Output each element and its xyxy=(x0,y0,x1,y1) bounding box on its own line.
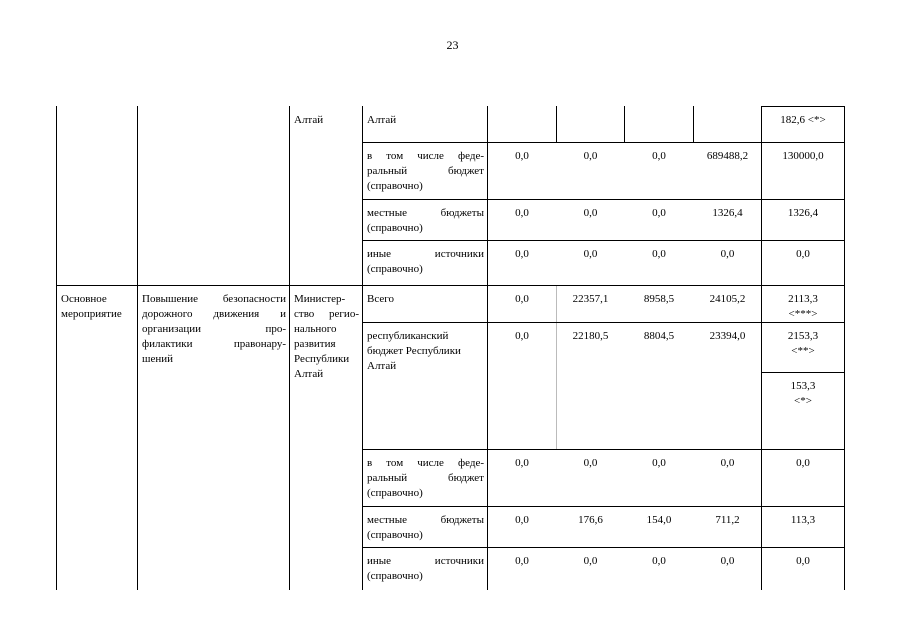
activity-type-cell: Основное мероприятие xyxy=(61,293,122,320)
value-cell: 0,0 xyxy=(652,248,666,260)
source-label-altay: Алтай xyxy=(367,114,397,126)
value-cell: 0,0 xyxy=(652,555,666,567)
executor-cell: Министер- ство регио- нального развития Республики Алтай xyxy=(294,293,359,380)
value-cell: 0,0 xyxy=(515,330,529,342)
value-cell: 0,0 xyxy=(796,457,810,469)
value-cell: 153,3 <*> xyxy=(790,380,816,407)
value-cell: 2113,3 <***> xyxy=(788,293,818,320)
value-cell: 0,0 xyxy=(583,207,598,219)
value-cell: 182,6 <*> xyxy=(780,114,826,126)
value-cell: 0,0 xyxy=(720,555,735,567)
value-cell: 8958,5 xyxy=(643,293,675,305)
value-cell: 22180,5 xyxy=(572,330,609,342)
value-cell: 0,0 xyxy=(583,248,598,260)
value-cell: 0,0 xyxy=(652,457,666,469)
executor-cell-altay: Алтай xyxy=(294,114,324,126)
value-cell: 24105,2 xyxy=(709,293,746,305)
value-cell: 0,0 xyxy=(515,293,529,305)
value-cell: 0,0 xyxy=(652,150,666,162)
page-number: 23 xyxy=(446,38,459,52)
value-cell: 0,0 xyxy=(515,555,529,567)
value-cell: 0,0 xyxy=(720,457,735,469)
value-cell: 0,0 xyxy=(796,248,810,260)
source-label-other: иные источники (справочно) xyxy=(367,248,484,275)
value-cell: 0,0 xyxy=(515,248,529,260)
value-cell: 0,0 xyxy=(796,555,810,567)
value-cell: 0,0 xyxy=(515,207,529,219)
source-label-local: местные бюджеты (справочно) xyxy=(367,207,484,234)
value-cell: 0,0 xyxy=(515,514,529,526)
value-cell: 0,0 xyxy=(583,555,598,567)
value-cell: 0,0 xyxy=(583,457,598,469)
value-cell: 0,0 xyxy=(583,150,598,162)
value-cell: 1326,4 xyxy=(712,207,743,219)
value-cell: 2153,3 <**> xyxy=(787,330,819,357)
value-cell: 23394,0 xyxy=(709,330,746,342)
value-cell: 0,0 xyxy=(720,248,735,260)
source-label-federal: в том числе феде- ральный бюджет (справочно) xyxy=(367,457,484,499)
value-cell: 130000,0 xyxy=(782,150,824,162)
source-label-federal: в том числе феде- ральный бюджет (справочно) xyxy=(367,150,484,192)
source-label-total: Всего xyxy=(367,293,394,305)
value-cell: 0,0 xyxy=(515,457,529,469)
value-cell: 0,0 xyxy=(515,150,529,162)
activity-name-cell: Повышение безопасности дорожного движения и организации про- филактики правонару- шений xyxy=(142,293,286,365)
source-label-local: местные бюджеты (справочно) xyxy=(367,514,484,541)
value-cell: 1326,4 xyxy=(787,207,819,219)
value-cell: 113,3 xyxy=(790,514,816,526)
source-label-republican: республиканский бюджет Республики Алтай xyxy=(367,330,461,372)
value-cell: 154,0 xyxy=(646,514,672,526)
value-cell: 711,2 xyxy=(715,514,740,526)
value-cell: 8804,5 xyxy=(643,330,675,342)
value-cell: 176,6 xyxy=(578,514,603,526)
source-label-other: иные источники (справочно) xyxy=(367,555,484,582)
value-cell: 22357,1 xyxy=(572,293,609,305)
value-cell: 689488,2 xyxy=(706,150,749,162)
value-cell: 0,0 xyxy=(652,207,666,219)
